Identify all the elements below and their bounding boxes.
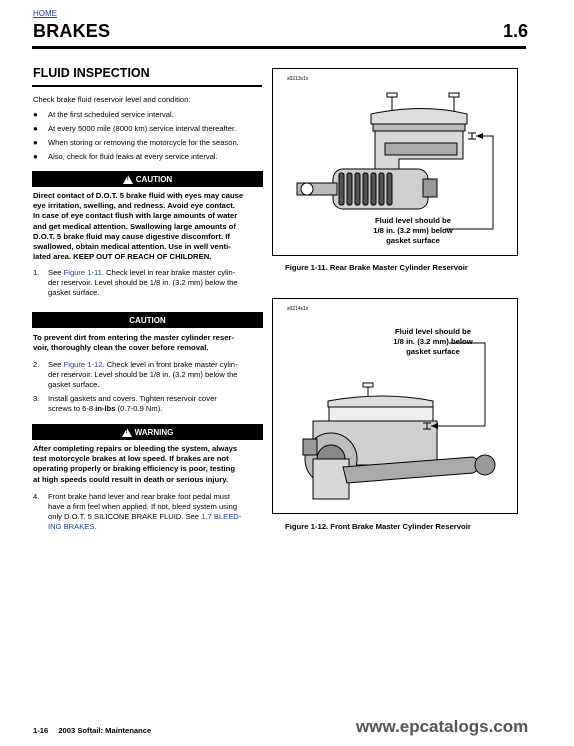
caution-line: swallowed, obtain medical attention. Use in well venti- [33,242,231,252]
step-text: gasket surface. [48,288,100,297]
bullet-item [33,110,263,120]
callout-line: Fluid level should be [394,327,472,336]
caution-label: CAUTION [129,315,166,325]
step-text: . [94,522,97,531]
home-link[interactable]: HOME [33,9,57,18]
step-number: 1. [33,268,40,277]
figure-code: s0214x1x [287,306,309,312]
caution-text [33,333,263,353]
intro-text: Check brake fluid reservoir level and condition: [33,95,191,104]
warning-line: After completing repairs or bleeding the system, always [33,444,238,453]
bullet-icon: ● [33,124,38,133]
caution-line: eye irritation, swelling, and redness. Avoid eye contact. [33,201,235,211]
step-text: have a firm feel when applied. If not, bleed system using [48,502,238,511]
bullet-text: At every 5000 mile (8000 km) service interval thereafter. [48,124,237,133]
bullet-icon: ● [33,110,38,119]
warning-triangle-icon: ! [123,175,133,184]
header-rule [32,46,526,49]
step-text: only D.O.T. 5 SILICONE BRAKE FLUID. See [48,512,202,521]
figure-1-11-box [272,68,518,256]
caution-line: Direct contact of D.O.T. 5 brake fluid with eyes may cause [33,191,244,200]
figure-1-11-caption: Figure 1-11. Rear Brake Master Cylinder Reservoir [285,263,468,272]
page-title: BRAKES [33,21,111,41]
figure-1-12-link[interactable]: Figure 1-12 [63,360,103,369]
step-text: gasket surface. [48,380,100,389]
step-1 [33,268,263,298]
step-text: See [48,268,64,277]
step-text: (0.7-0.9 Nm). [115,404,163,413]
caution-line: In case of eye contact flush with large amounts of water [33,211,238,221]
callout-line: gasket surface [386,236,440,245]
caution-line: voir, thoroughly clean the cover before removal. [33,343,209,353]
callout-line: Fluid level should be [374,216,452,225]
step-4 [33,492,263,532]
step-3 [33,394,263,414]
step-text: . Check level in front brake master cylin- [102,360,238,369]
caution-text [33,191,263,262]
footer-page-number: 1-16 [33,726,49,735]
caution-line: and get medical attention. Swallowing large amounts of [33,221,236,231]
figure-1-12-box [272,298,518,514]
step-2 [33,360,263,390]
step-text: See [48,360,64,369]
caution-line: To prevent dirt from entering the master cylinder reser- [33,333,235,342]
bullet-text: At the first scheduled service interval. [48,110,174,119]
warning-label: WARNING [134,427,174,437]
bullet-item [33,124,263,134]
bullet-icon: ● [33,152,38,161]
caution-banner [32,171,263,187]
bullet-text: When storing or removing the motorcycle for the season. [48,138,239,147]
warning-line: test motorcycle brakes at low speed. If brakes are not [33,454,229,464]
step-number: 3. [33,394,40,403]
section-title: FLUID INSPECTION [33,66,150,80]
step-number: 4. [33,492,40,501]
figure-code: s0213x1x [287,76,309,82]
bullet-item [33,152,263,162]
section-rule [32,85,262,87]
warning-line: operating properly or braking efficiency is poor, testing [33,464,236,474]
bullet-item [33,138,263,148]
footer-manual-title: 2003 Softail: Maintenance [58,726,152,735]
step-text: der reservoir. Level should be 1/8 in. (3.2 mm) below the [48,278,238,287]
warning-text [33,444,263,485]
callout-line: 1/8 in. (3.2 mm) below [393,337,473,346]
callout-line: 1/8 in. (3.2 mm) below [373,226,453,235]
step-text: Front brake hand lever and rear brake foot pedal must [48,492,230,501]
footer [33,726,151,735]
step-number: 2. [33,360,40,369]
bleeding-brakes-link[interactable]: ING BRAKES [48,522,95,531]
warning-banner [32,424,263,440]
callout-line: gasket surface [406,347,460,356]
step-text: Install gaskets and covers. Tighten reservoir cover [48,394,217,403]
bullet-icon: ● [33,138,38,147]
bleeding-brakes-link[interactable]: 1.7 BLEED- [201,512,242,521]
intro-block [33,95,263,162]
fluid-level-callout [353,216,473,246]
caution-banner [32,312,263,328]
section-number: 1.6 [502,21,528,41]
caution-label: CAUTION [135,174,173,184]
caution-line: D.O.T. 5 brake fluid may cause digestive discomfort. If [33,231,230,241]
caution-line: lated area. KEEP OUT OF REACH OF CHILDREN. [33,252,212,262]
step-text: der reservoir. Level should be 1/8 in. (3.2 mm) below the [48,370,238,379]
warning-triangle-icon: ! [122,428,132,437]
watermark: www.epcatalogs.com [356,717,529,736]
step-text: screws to 6-8 [48,404,96,413]
torque-unit: in-lbs [95,404,116,413]
figure-1-11-link[interactable]: Figure 1-11 [63,268,102,277]
front-master-cylinder-illustration [273,299,517,513]
bullet-text: Also, check for fluid leaks at every service interval. [48,152,218,161]
figure-1-12-caption: Figure 1-12. Front Brake Master Cylinder Reservoir [285,522,471,531]
warning-line: at high speeds could result in death or serious injury. [33,474,229,484]
step-text: . Check level in rear brake master cylin- [101,268,236,277]
